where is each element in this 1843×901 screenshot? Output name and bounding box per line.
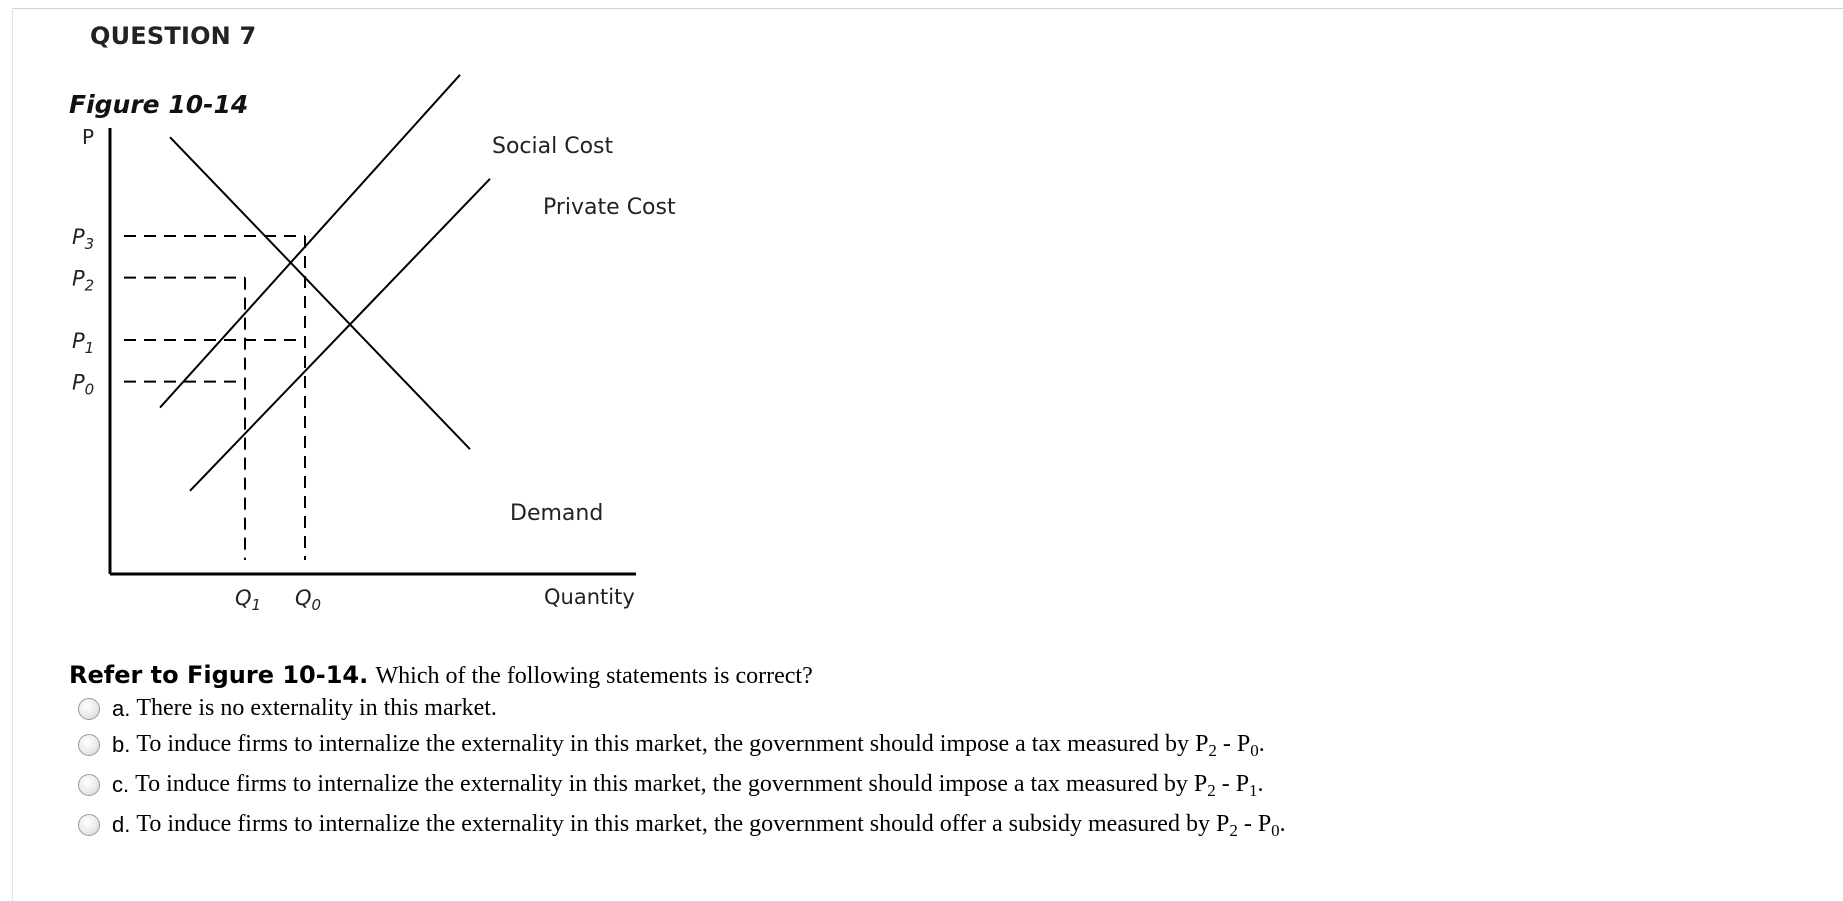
answer-d-radio[interactable] bbox=[78, 814, 100, 836]
x-axis-label: Quantity bbox=[544, 585, 635, 609]
answer-c-radio[interactable] bbox=[78, 774, 100, 796]
private-cost-line bbox=[190, 179, 490, 491]
answer-c-minus: - bbox=[1215, 771, 1236, 797]
answer-a-text: There is no externality in this market. bbox=[136, 695, 497, 721]
answer-d-text bbox=[136, 811, 1285, 838]
answer-d-end: . bbox=[1279, 811, 1286, 837]
social-cost-line bbox=[160, 75, 460, 408]
answer-b-sub-low: 0 bbox=[1250, 741, 1259, 760]
private-cost-label: Private Cost bbox=[543, 195, 676, 220]
answer-c-price-low: P bbox=[1235, 771, 1250, 797]
social-cost-label: Social Cost bbox=[492, 134, 614, 159]
answer-d-price-high: P bbox=[1215, 811, 1230, 837]
answer-a-letter: a. bbox=[112, 695, 131, 721]
x-tick-q1: $Q_1$ bbox=[235, 586, 262, 614]
answer-a-radio[interactable] bbox=[78, 698, 100, 720]
y-tick-p2: $P_2$ bbox=[72, 266, 95, 295]
answer-b-prefix: To induce firms to internalize the externality in this market, the government should impose a tax measured by bbox=[136, 731, 1196, 757]
answer-c-price-high: P bbox=[1193, 771, 1208, 797]
demand-label: Demand bbox=[510, 501, 604, 526]
answer-option-b[interactable] bbox=[78, 731, 1265, 758]
answer-d-sub-low: 0 bbox=[1271, 821, 1280, 840]
answer-option-a[interactable] bbox=[78, 695, 497, 722]
figure-title: Figure 10-14 bbox=[69, 90, 249, 119]
answer-d-sub-high: 2 bbox=[1229, 821, 1238, 840]
answer-d-price-low: P bbox=[1257, 811, 1272, 837]
y-tick-p0: $P_0$ bbox=[72, 370, 95, 399]
answer-d-minus: - bbox=[1237, 811, 1258, 837]
answer-b-price-low: P bbox=[1236, 731, 1251, 757]
question-reference: Refer to Figure 10-14. bbox=[69, 661, 369, 689]
answer-c-end: . bbox=[1257, 771, 1264, 797]
answer-option-c[interactable] bbox=[78, 771, 1264, 798]
demand-line bbox=[170, 137, 470, 449]
y-tick-p1: $P_1$ bbox=[72, 329, 95, 357]
question-body: Which of the following statements is correct? bbox=[375, 663, 813, 689]
question-text bbox=[69, 661, 813, 690]
answer-b-minus: - bbox=[1216, 731, 1237, 757]
answer-b-price-high: P bbox=[1195, 731, 1209, 757]
answer-d-letter: d. bbox=[112, 811, 131, 837]
answer-c-letter: c. bbox=[112, 771, 130, 797]
answer-b-end: . bbox=[1258, 731, 1265, 757]
answer-b-letter: b. bbox=[112, 731, 131, 757]
answer-c-prefix: To induce firms to internalize the externality in this market, the government should impose a tax measured by bbox=[135, 771, 1194, 797]
answer-option-d[interactable] bbox=[78, 811, 1286, 838]
answer-d-prefix: To induce firms to internalize the externality in this market, the government should offer a subsidy measured by bbox=[136, 811, 1216, 837]
answer-b-sub-high: 2 bbox=[1208, 741, 1217, 760]
question-header: QUESTION 7 bbox=[90, 22, 257, 50]
answer-b-radio[interactable] bbox=[78, 734, 100, 756]
answer-b-text bbox=[136, 731, 1264, 758]
x-tick-q0: $Q_0$ bbox=[295, 586, 322, 614]
y-tick-p3: $P_3$ bbox=[72, 225, 95, 253]
answer-c-sub-low: 1 bbox=[1249, 781, 1258, 800]
y-axis-label: P bbox=[82, 125, 95, 149]
answer-c-text bbox=[135, 771, 1263, 798]
answer-c-sub-high: 2 bbox=[1207, 781, 1216, 800]
